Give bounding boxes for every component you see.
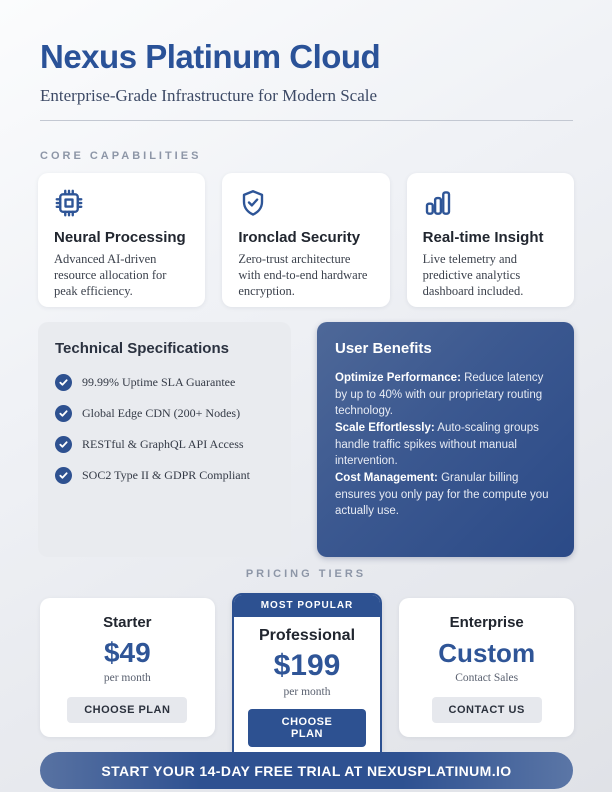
tech-spec-item: [55, 467, 274, 484]
benefit-label: Optimize Performance:: [335, 372, 461, 384]
benefit-text: Reduce latency by up to 40% with our proprietary routing technology.: [335, 372, 544, 418]
pricing-tier-professional: [232, 593, 383, 763]
capability-description: Advanced AI-driven resource allocation for peak efficiency.: [54, 252, 167, 298]
tech-specs-title: Technical Specifications: [55, 340, 229, 357]
tech-spec-text: Global Edge CDN (200+ Nodes): [82, 406, 241, 420]
capability-card-ironclad-security: [222, 173, 389, 307]
benefit-item: [335, 420, 556, 470]
capability-title: Real-time Insight: [422, 229, 544, 246]
pricing-tier-starter: [40, 598, 215, 737]
tier-price: $49: [103, 637, 151, 668]
tier-body: [234, 617, 381, 761]
free-trial-cta-button[interactable]: START YOUR 14-DAY FREE TRIAL AT NEXUSPLATINUM.IO: [40, 752, 573, 789]
header: [40, 36, 573, 121]
tier-price: Custom: [438, 638, 536, 668]
check-circle-icon: [55, 436, 72, 453]
pricing-tier-enterprise: [399, 598, 574, 737]
capability-card-neural-processing: [38, 173, 205, 307]
tier-period: per month: [283, 686, 331, 698]
tech-spec-text: 99.99% Uptime SLA Guarantee: [82, 375, 236, 389]
header-divider: [40, 120, 573, 121]
tech-spec-text: RESTful & GraphQL API Access: [82, 437, 244, 451]
benefit-text: Granular billing ensures you only pay for the compute you actually use.: [335, 472, 549, 518]
contact-us-button[interactable]: CONTACT US: [432, 697, 542, 723]
pricing-tiers: [40, 593, 574, 763]
pricing-section-label: PRICING TIERS: [245, 568, 367, 580]
info-panels: [38, 322, 574, 557]
cpu-chip-icon: [54, 188, 84, 218]
benefit-text: Auto-scaling groups handle traffic spikes without manual intervention.: [335, 422, 539, 468]
benefit-label: Scale Effortlessly:: [335, 422, 435, 435]
benefit-label: Cost Management:: [335, 472, 438, 485]
tech-spec-item: [55, 436, 274, 453]
tier-period: per month: [103, 672, 151, 684]
tier-name: Professional: [258, 627, 356, 644]
choose-plan-button[interactable]: CHOOSE PLAN: [67, 697, 187, 723]
tech-spec-text: SOC2 Type II & GDPR Compliant: [82, 468, 250, 482]
tier-name: Starter: [103, 614, 152, 631]
page-subtitle: Enterprise-Grade Infrastructure for Modern Scale: [40, 86, 378, 105]
benefits-title: User Benefits: [335, 340, 432, 357]
choose-plan-button[interactable]: CHOOSE PLAN: [248, 709, 367, 747]
page-title: Nexus Platinum Cloud: [40, 38, 381, 75]
tier-name: Enterprise: [449, 614, 524, 631]
bar-chart-icon: [423, 188, 453, 218]
benefit-item: [335, 370, 556, 420]
tier-period: Contact Sales: [455, 672, 519, 684]
capability-cards: [38, 173, 574, 307]
capability-title: Ironclad Security: [238, 229, 361, 246]
benefit-item: [335, 470, 556, 520]
capability-description: Live telemetry and predictive analytics dashboard included.: [422, 252, 524, 298]
check-circle-icon: [55, 405, 72, 422]
check-circle-icon: [55, 467, 72, 484]
tech-spec-item: [55, 374, 274, 391]
most-popular-badge: MOST POPULAR: [234, 595, 381, 617]
user-benefits-panel: [317, 322, 574, 557]
technical-specifications-panel: [38, 322, 291, 557]
check-circle-icon: [55, 374, 72, 391]
benefits-body: [335, 370, 556, 520]
shield-check-icon: [238, 188, 268, 218]
capability-card-realtime-insight: [407, 173, 574, 307]
capability-title: Neural Processing: [54, 229, 186, 246]
capability-description: Zero-trust architecture with end-to-end hardware encryption.: [238, 252, 368, 298]
tech-spec-item: [55, 405, 274, 422]
capabilities-section-label: CORE CAPABILITIES: [40, 150, 202, 162]
tier-price: $199: [273, 649, 341, 682]
tech-specs-list: [55, 374, 274, 484]
